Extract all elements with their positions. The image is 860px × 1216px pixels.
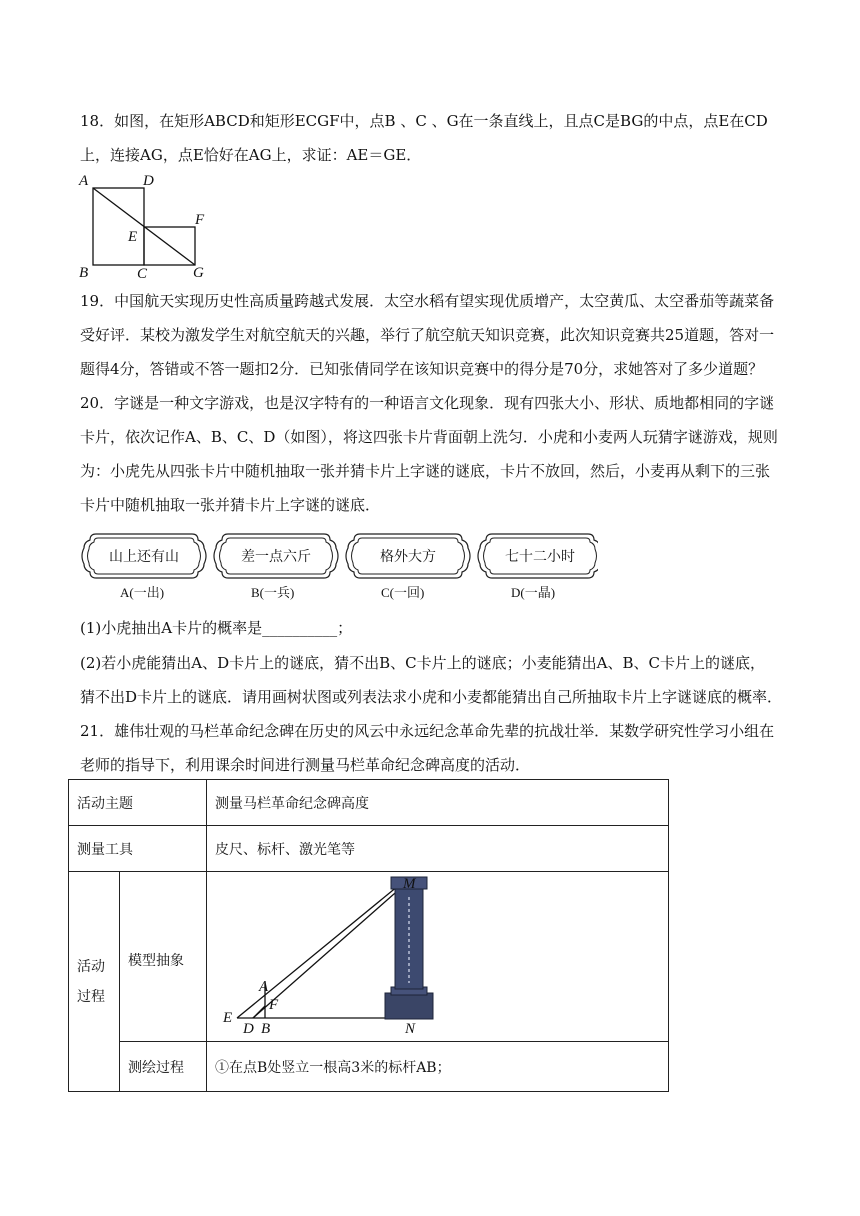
label-e-model: E: [223, 1009, 233, 1026]
label-b: B: [79, 265, 89, 281]
model-label: 模型抽象: [120, 872, 207, 1042]
q18-line2: 上，连接AG，点E恰好在AG上，求证：AE＝GE．: [80, 146, 422, 164]
process-label-cell: [69, 872, 120, 1092]
q20-part2-line2: 猜不出D卡片上的谜底．请用画树状图或列表法求小虎和小麦都能猜出自己所抽取卡片上字谜谜底的概率．: [80, 688, 783, 706]
label-n: N: [405, 1020, 416, 1037]
label-f: F: [195, 212, 205, 228]
card-c-text: 格外大方: [380, 549, 436, 565]
label-g: G: [193, 265, 204, 281]
q20-line1: 20．字谜是一种文字游戏，也是汉字特有的一种语言文化现象．现有四张大小、形状、质地都相同的字谜: [80, 394, 775, 412]
label-a-model: A: [259, 978, 269, 995]
theme-value: 测量马栏革命纪念碑高度: [207, 780, 669, 826]
card-b-text: 差一点六斤: [241, 549, 311, 565]
theme-label: 活动主题: [69, 780, 207, 826]
monument-model-figure: [207, 873, 665, 1041]
card-d-text: 七十二小时: [505, 549, 575, 565]
process-label-1: 活动: [77, 958, 105, 975]
card-c-label: C(一回): [381, 585, 425, 600]
segment-df: [253, 1006, 265, 1018]
label-e: E: [128, 229, 138, 245]
q20-line4: 卡片中随机抽取一张并猜卡片上字谜的谜底．: [80, 496, 381, 514]
riddle-cards: [78, 530, 598, 582]
monument-icon: [385, 877, 433, 1019]
label-c: C: [137, 266, 148, 282]
card-d-label: D(一晶): [511, 585, 556, 600]
q21-line1: 21．雄伟壮观的马栏革命纪念碑在历史的风云中永远纪念革命先辈的抗战壮举．某数学研究性学习小组在: [80, 722, 775, 740]
activity-table: [68, 779, 669, 1092]
q19-line2: 受好评．某校为激发学生对航空航天的兴趣，举行了航空航天知识竞赛，此次知识竞赛共25道题，答对一: [80, 326, 775, 344]
sight-line-1: [237, 877, 409, 1018]
q21-line2: 老师的指导下，利用课余时间进行测量马栏革命纪念碑高度的活动．: [80, 756, 531, 774]
survey-label: 测绘过程: [120, 1042, 207, 1092]
card-a-label: A(一出): [120, 585, 165, 600]
q19-line1: 19．中国航天实现历史性高质量跨越式发展．太空水稻有望实现优质增产，太空黄瓜、太空番茄等蔬菜备: [80, 292, 775, 310]
survey-value: ①在点B处竖立一根高3米的标杆AB；: [207, 1042, 669, 1092]
q18-rectangle-figure: [74, 170, 214, 282]
q20-part2-line1: (2)若小虎能猜出A、D卡片上的谜底，猜不出B、C卡片上的谜底；小麦能猜出A、B、C卡片上的谜底，: [80, 654, 765, 672]
label-d-model: D: [243, 1020, 254, 1037]
tools-label: 测量工具: [69, 826, 207, 872]
label-d: D: [143, 173, 154, 189]
label-f-model: F: [269, 996, 279, 1013]
rect-abcd: [93, 188, 144, 265]
q20-part1: (1)小虎抽出A卡片的概率是__________；: [80, 619, 353, 637]
label-a: A: [79, 173, 89, 189]
process-label-2: 过程: [77, 988, 105, 1005]
q18-line1: 18．如图，在矩形ABCD和矩形ECGF中，点B 、C 、G在一条直线上，且点C是BG的中点，点E在CD: [80, 112, 768, 130]
label-b-model: B: [261, 1020, 271, 1037]
card-b-label: B(一兵): [251, 585, 295, 600]
tools-value: 皮尺、标杆、激光笔等: [207, 826, 669, 872]
q20-line2: 卡片，依次记作A、B、C、D（如图），将这四张卡片背面朝上洗匀．小虎和小麦两人玩猜字谜游戏，规则: [80, 428, 778, 446]
q20-line3: 为：小虎先从四张卡片中随机抽取一张并猜卡片上字谜的谜底，卡片不放回，然后，小麦再从剩下的三张: [80, 462, 771, 480]
label-m: M: [403, 875, 416, 892]
q19-line3: 题得4分，答错或不答一题扣2分．已知张倩同学在该知识竞赛中的得分是70分，求她答对了多少道题？: [80, 360, 764, 378]
model-figure-cell: [207, 872, 669, 1042]
card-a-text: 山上还有山: [109, 549, 179, 565]
